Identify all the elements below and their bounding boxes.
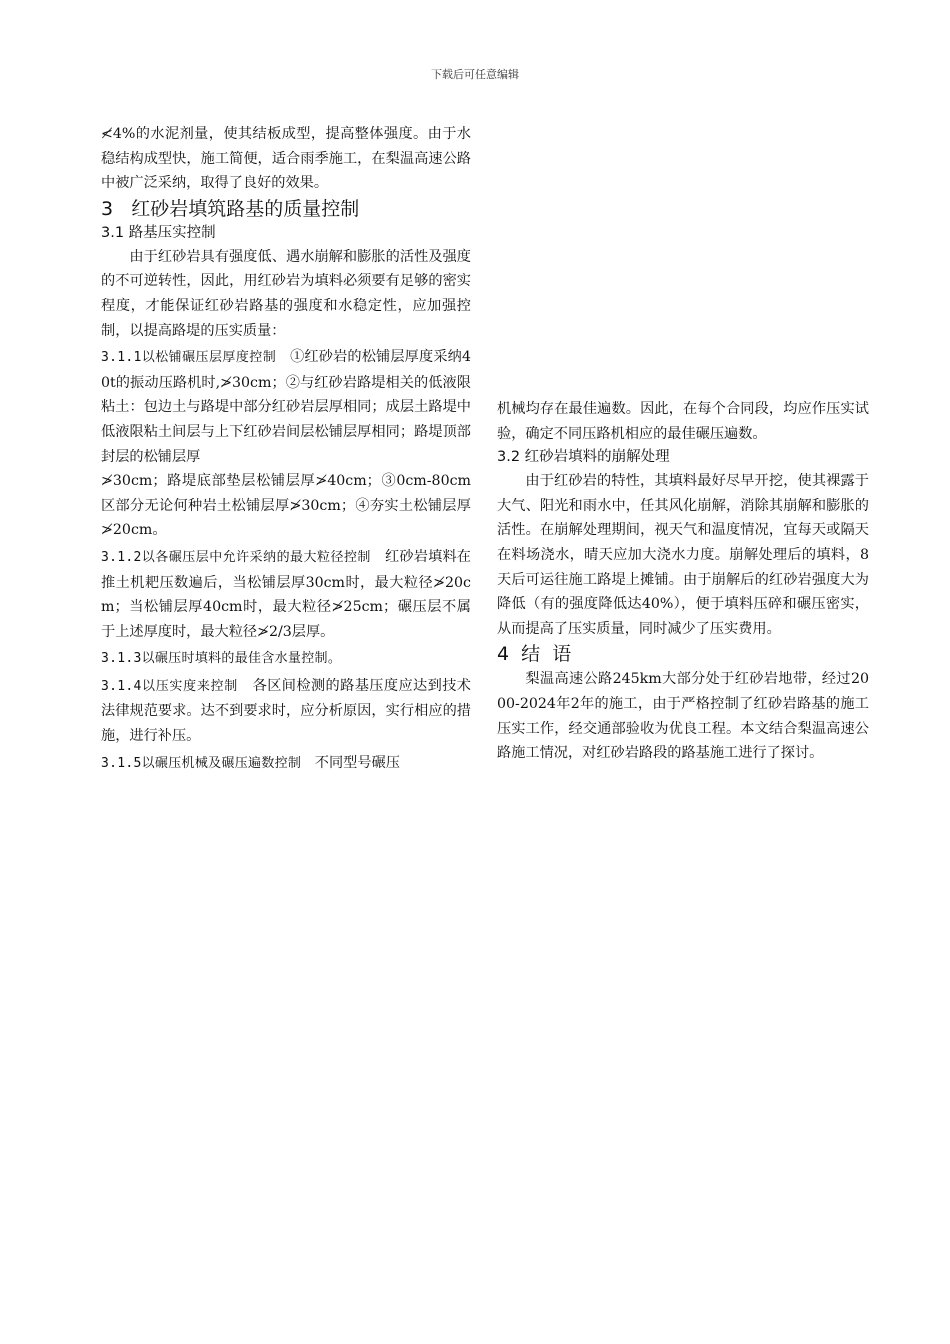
section-3-1-heading: 3.1 路基压实控制 [101, 224, 216, 241]
item-3-1-5 [101, 751, 471, 777]
item-3-1-5-text: 不同型号碾压 [314, 754, 400, 771]
page-header: 下载后可任意编辑 [431, 68, 519, 81]
right-column [497, 397, 869, 766]
section-3-2-heading: 3.2 红砂岩填料的崩解处理 [497, 449, 670, 466]
item-3-1-5-label: 3.1.5以碾压机械及碾压遍数控制 [101, 755, 302, 771]
item-3-1-1-text: ①红砂岩的松铺层厚度采纳40t的振动压路机时,≯30cm；②与红砂岩路堤相关的低液限粘土：包边土与路堤中部分红砂岩层厚相同；成层土路堤中低液限粘土间层与上下红砂岩间层松铺层厚相同；路堤顶部封层的松铺层厚 [101, 349, 472, 465]
item-3-1-3-label: 3.1.3以碾压时填料的最佳含水量控制。 [101, 651, 342, 667]
item-3-1-4 [101, 674, 471, 749]
item-3-1-1-continued: ≯30cm；路堤底部垫层松铺层厚≯40cm；③0cm-80cm区部分无论何种岩土松铺层厚≯30cm；④夯实土松铺层厚≯20cm。 [101, 473, 471, 539]
left-column [101, 122, 471, 776]
item-3-1-2 [101, 545, 471, 644]
item-3-1-4-text: 各区间检测的路基压度应达到技术法律规范要求。达不到要求时，应分析原因，实行相应的措施，进行补压。 [101, 677, 471, 745]
item-3-1-5-spacer [301, 755, 315, 771]
item-3-1-1 [101, 345, 471, 469]
item-3-1-4-label: 3.1.4以压实度来控制 [101, 678, 238, 694]
section-4-paragraph: 梨温高速公路245km大部分处于红砂岩地带，经过2000-2024年2年的施工，由于严格控制了红砂岩路基的施工压实工作，经交通部验收为优良工程。本文结合梨温高速公路施工情况，对红砂岩路段的路基施工进行了探讨。 [497, 671, 869, 762]
section-3-2-paragraph: 由于红砂岩的特性，其填料最好尽早开挖，使其裸露于大气、阳光和雨水中，任其风化崩解，消除其崩解和膨胀的活性。在崩解处理期间，视天气和温度情况，宜每天或隔天在料场浇水，晴天应加大浇水力度。崩解处理后的填料，8天后可运往施工路堤上摊铺。由于崩解后的红砂岩强度大为降低（有的强度降低达40%），便于填料压碎和碾压密实，从而提高了压实质量，同时减少了压实费用。 [497, 473, 869, 637]
section-4-heading: 4 结 语 [497, 643, 572, 666]
section-3-heading: 3 红砂岩填筑路基的质量控制 [101, 197, 360, 220]
item-3-1-3 [101, 646, 471, 672]
item-3-1-1-spacer [276, 349, 290, 365]
item-3-1-2-text: 红砂岩填料在推土机耙压数遍后，当松铺层厚30cm时，最大粒径≯20cm；当松铺层厚40cm时，最大粒径≯25cm；碾压层不属于上述厚度时，最大粒径≯2/3层厚。 [101, 548, 471, 640]
section-3-1-paragraph: 由于红砂岩具有强度低、遇水崩解和膨胀的活性及强度的不可逆转性，因此，用红砂岩为填料必须要有足够的密实程度，才能保证红砂岩路基的强度和水稳定性，应加强控制，以提高路堤的压实质量： [101, 248, 471, 339]
item-3-1-2-spacer [371, 549, 385, 565]
continued-paragraph: 机械均存在最佳遍数。因此，在每个合同段，均应作压实试验，确定不同压路机相应的最佳碾压遍数。 [497, 401, 869, 442]
item-3-1-2-label: 3.1.2以各碾压层中允许采纳的最大粒径控制 [101, 549, 371, 565]
item-3-1-1-label: 3.1.1以松铺碾压层厚度控制 [101, 350, 277, 366]
intro-paragraph: ≮4%的水泥剂量，使其结板成型，提高整体强度。由于水稳结构成型快，施工简便，适合雨季施工，在梨温高速公路中被广泛采纳，取得了良好的效果。 [101, 126, 471, 192]
item-3-1-4-spacer [238, 678, 253, 694]
